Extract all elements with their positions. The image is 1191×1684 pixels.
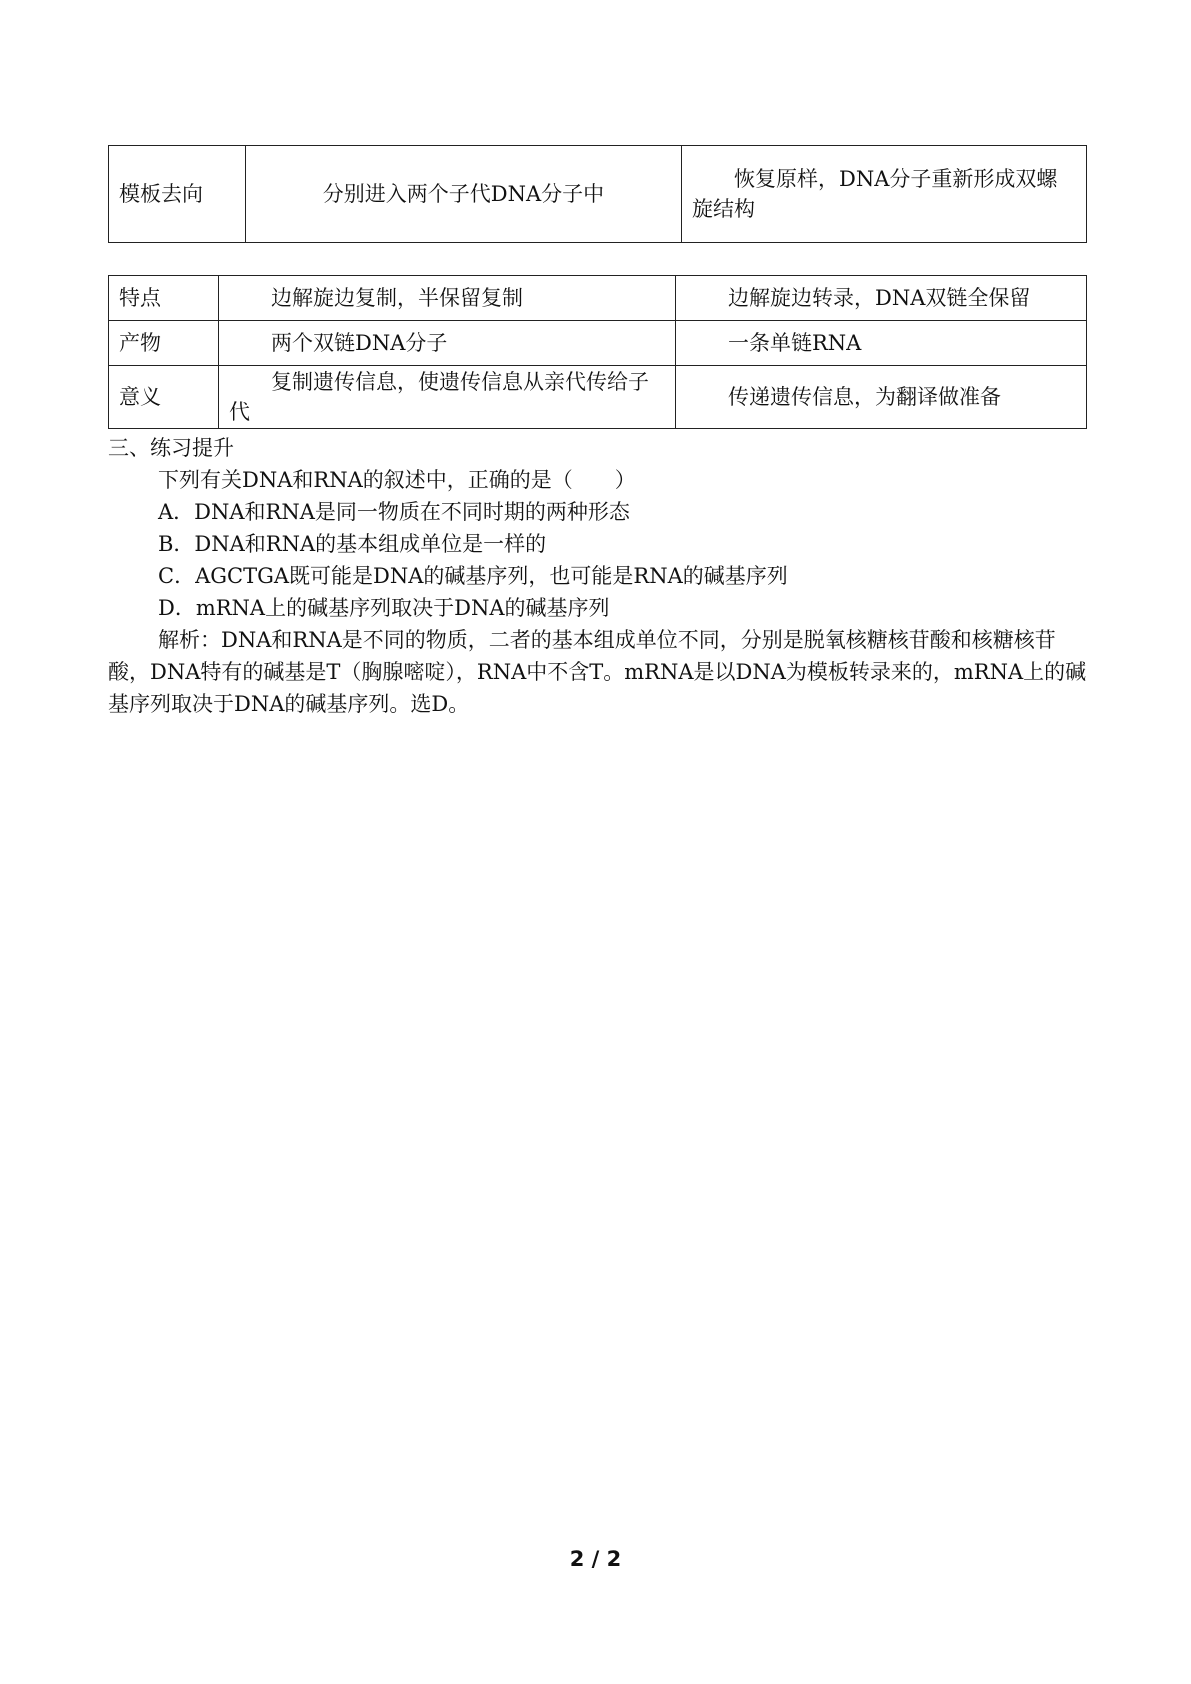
row-label: 特点 — [109, 276, 219, 321]
transcription-cell: 一条单链RNA — [676, 321, 1087, 366]
table-row — [109, 276, 1087, 321]
row-label: 产物 — [109, 321, 219, 366]
section-heading: 三、练习提升 — [108, 436, 234, 460]
option-b: B．DNA和RNA的基本组成单位是一样的 — [158, 532, 547, 556]
table-row — [109, 321, 1087, 366]
table-row — [109, 366, 1087, 429]
option-a: A．DNA和RNA是同一物质在不同时期的两种形态 — [158, 500, 630, 524]
replication-cell: 分别进入两个子代DNA分子中 — [246, 146, 682, 243]
analysis-text: 解析：DNA和RNA是不同的物质，二者的基本组成单位不同，分别是脱氧核糖核苷酸和核糖核苷酸，DNA特有的碱基是T（胸腺嘧啶），RNA中不含T。mRNA是以DNA为模板转录来的，mRNA上的碱基序列取决于DNA的碱基序列。选D。 — [108, 628, 1087, 716]
practice-section — [108, 432, 1088, 720]
transcription-cell: 边解旋边转录，DNA双链全保留 — [676, 276, 1087, 321]
option-d: D．mRNA上的碱基序列取决于DNA的碱基序列 — [158, 596, 610, 620]
transcription-cell: 传递遗传信息，为翻译做准备 — [676, 366, 1087, 429]
page-number: 2 / 2 — [569, 1547, 622, 1571]
comparison-table-continued — [108, 145, 1087, 243]
replication-cell: 两个双链DNA分子 — [219, 321, 676, 366]
row-label: 意义 — [109, 366, 219, 429]
transcription-cell: 恢复原样，DNA分子重新形成双螺旋结构 — [682, 146, 1087, 243]
option-c: C．AGCTGA既可能是DNA的碱基序列，也可能是RNA的碱基序列 — [158, 564, 788, 588]
table-row — [109, 146, 1087, 243]
question-text: 下列有关DNA和RNA的叙述中，正确的是（ ） — [158, 468, 636, 492]
replication-cell: 边解旋边复制，半保留复制 — [219, 276, 676, 321]
replication-cell: 复制遗传信息，使遗传信息从亲代传给子代 — [219, 366, 676, 429]
row-label: 模板去向 — [109, 146, 246, 243]
comparison-table — [108, 275, 1087, 429]
